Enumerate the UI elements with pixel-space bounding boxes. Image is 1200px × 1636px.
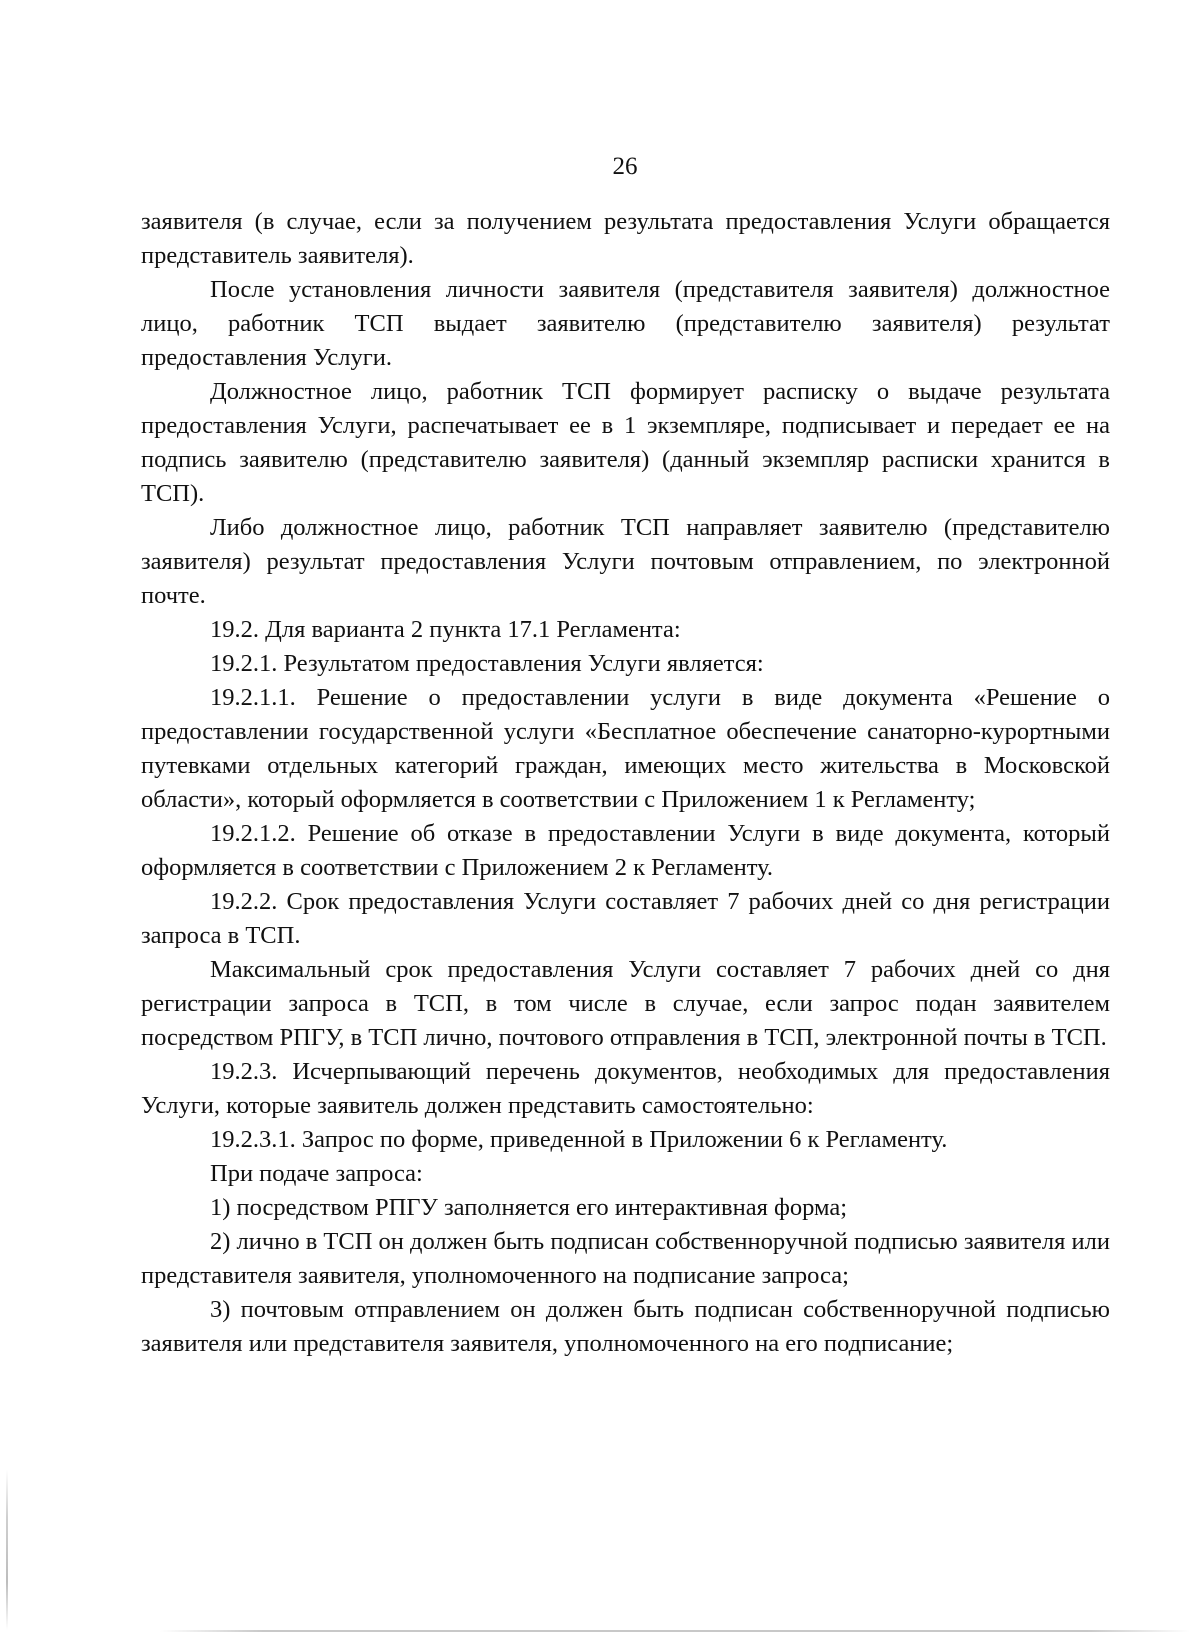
clause-19-2-2: 19.2.2. Срок предоставления Услуги составляет 7 рабочих дней со дня регистрации запроса в ТСП. bbox=[141, 888, 1110, 949]
paragraph: Либо должностное лицо, работник ТСП направляет заявителю (представителю заявителя) результат предоставления Услуги почтовым отправлением, по электронной почте. bbox=[141, 514, 1110, 609]
clause-19-2-3: 19.2.3. Исчерпывающий перечень документов, необходимых для предоставления Услуги, которые заявитель должен представить самостоятельно: bbox=[141, 1058, 1110, 1119]
paragraph: При подаче запроса: bbox=[210, 1160, 423, 1187]
clause-19-2-1-2: 19.2.1.2. Решение об отказе в предоставлении Услуги в виде документа, который оформляется в соответствии с Приложением 2 к Регламенту. bbox=[141, 820, 1110, 881]
clause-19-2-3-1: 19.2.3.1. Запрос по форме, приведенной в Приложении 6 к Регламенту. bbox=[210, 1126, 948, 1153]
list-item-2: 2) лично в ТСП он должен быть подписан собственноручной подписью заявителя или представителя заявителя, уполномоченного на подписание запроса; bbox=[141, 1228, 1110, 1289]
list-item-1: 1) посредством РПГУ заполняется его интерактивная форма; bbox=[210, 1194, 847, 1221]
clause-19-2: 19.2. Для варианта 2 пункта 17.1 Регламента: bbox=[210, 616, 681, 643]
scan-edge-left bbox=[6, 1470, 8, 1630]
clause-19-2-1: 19.2.1. Результатом предоставления Услуги является: bbox=[210, 650, 764, 677]
paragraph: Максимальный срок предоставления Услуги составляет 7 рабочих дней со дня регистрации запроса в ТСП, в том числе в случае, если запрос подан заявителем посредством РПГУ, в ТСП лично, почтового отправления в ТСП, электронной почты в ТСП. bbox=[141, 956, 1110, 1051]
paragraph: После установления личности заявителя (представителя заявителя) должностное лицо, работник ТСП выдает заявителю (представителю заявителя) результат предоставления Услуги. bbox=[141, 276, 1110, 371]
paragraph-continuation: заявителя (в случае, если за получением результата предоставления Услуги обращается представитель заявителя). bbox=[141, 208, 1110, 269]
clause-19-2-1-1: 19.2.1.1. Решение о предоставлении услуги в виде документа «Решение о предоставлении государственной услуги «Бесплатное обеспечение санаторно-курортными путевками отдельных категорий граждан, имеющих место жительства в Московской области», который оформляется в соответствии с Приложением 1 к Регламенту; bbox=[141, 684, 1110, 813]
scan-edge-bottom bbox=[160, 1630, 1190, 1632]
page-number: 26 bbox=[612, 153, 638, 180]
list-item-3: 3) почтовым отправлением он должен быть подписан собственноручной подписью заявителя или представителя заявителя, уполномоченного на его подписание; bbox=[141, 1296, 1110, 1357]
document-body bbox=[141, 205, 1110, 1361]
paragraph: Должностное лицо, работник ТСП формирует расписку о выдаче результата предоставления Услуги, распечатывает ее в 1 экземпляре, подписывает и передает ее на подпись заявителю (представителю заявителя) (данный экземпляр расписки хранится в ТСП). bbox=[141, 378, 1110, 507]
